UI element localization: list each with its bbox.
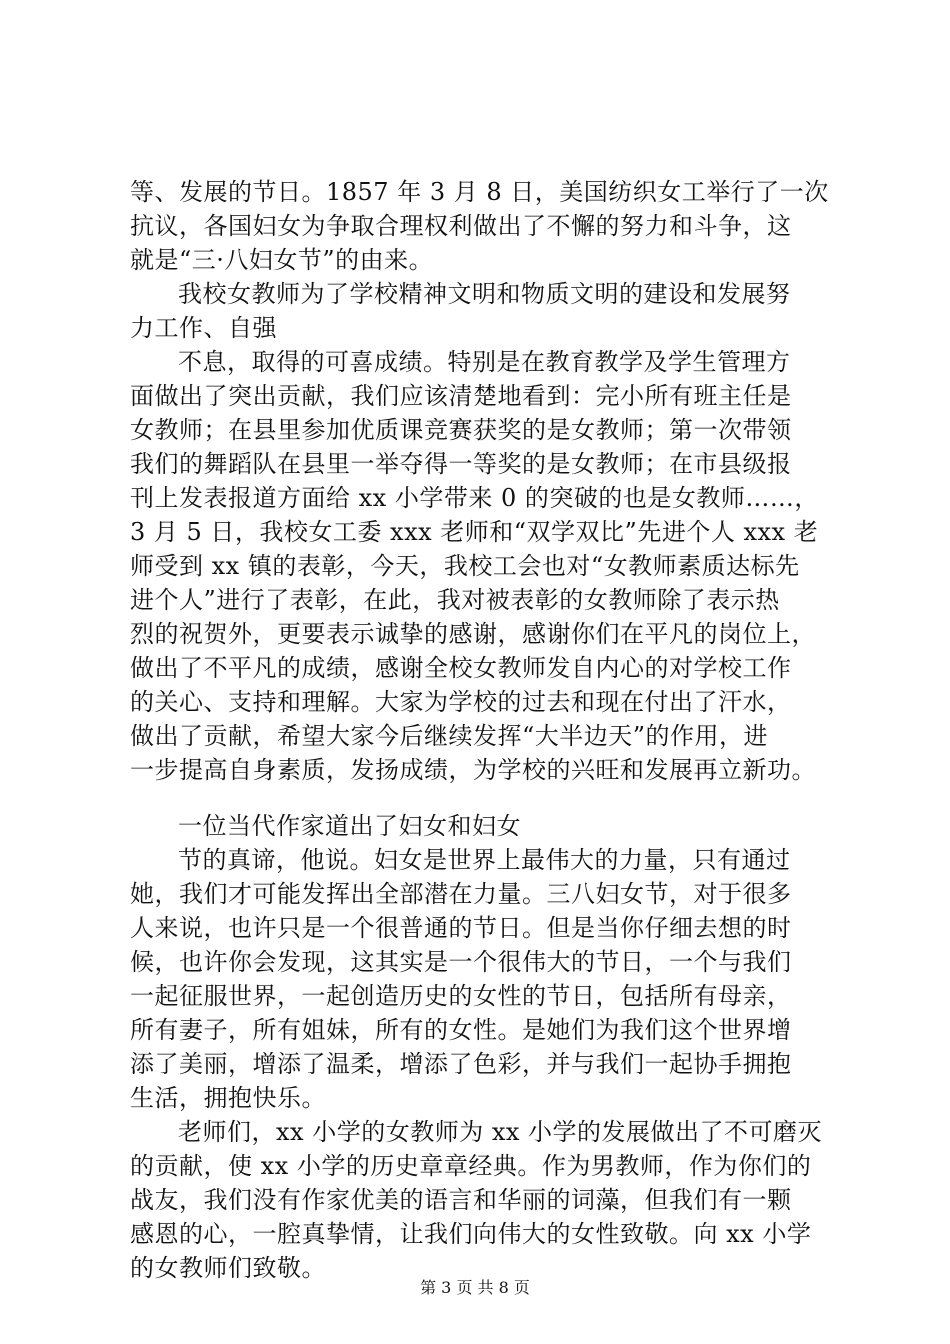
text-line: 添了美丽，增添了温柔，增添了色彩，并与我们一起协手拥抱	[130, 1050, 792, 1078]
text-line: 等、发展的节日。1857 年 3 月 8 日，美国纺织女工举行了一次	[130, 178, 829, 206]
text-line: 力工作、自强	[130, 314, 277, 342]
text-line: 抗议，各国妇女为争取合理权利做出了不懈的努力和斗争，这	[130, 212, 792, 240]
text-line: 的关心、支持和理解。大家为学校的过去和现在付出了汗水，	[130, 688, 792, 716]
text-line: 人来说，也许只是一个很普通的节日。但是当你仔细去想的时	[130, 914, 792, 942]
text-line: 师受到 xx 镇的表彰，今天，我校工会也对“女教师素质达标先	[130, 552, 800, 580]
text-line: 我校女教师为了学校精神文明和物质文明的建设和发展努	[178, 280, 791, 308]
text-line: 做出了贡献，希望大家今后继续发挥“大半边天”的作用，进	[130, 722, 769, 750]
text-line: 生活，拥抱快乐。	[130, 1084, 326, 1112]
text-line: 不息，取得的可喜成绩。特别是在教育教学及学生管理方	[178, 348, 791, 376]
text-line: 一步提高自身素质，发扬成绩，为学校的兴旺和发展再立新功。	[130, 756, 816, 784]
text-line: 就是“三·八妇女节”的由来。	[130, 246, 434, 274]
text-line: 所有妻子，所有姐妹，所有的女性。是她们为我们这个世界增	[130, 1016, 792, 1044]
text-line: 进个人”进行了表彰，在此，我对被表彰的女教师除了表示热	[130, 586, 780, 614]
text-line: 做出了不平凡的成绩，感谢全校女教师发自内心的对学校工作	[130, 654, 792, 682]
text-line: 一起征服世界，一起创造历史的女性的节日，包括所有母亲，	[130, 982, 792, 1010]
text-line: 我们的舞蹈队在县里一举夺得一等奖的是女教师；在市县级报	[130, 450, 792, 478]
page-footer: 第 3 页 共 8 页	[420, 1278, 530, 1297]
text-line: 节的真谛，他说。妇女是世界上最伟大的力量，只有通过	[178, 846, 791, 874]
text-line: 面做出了突出贡献，我们应该清楚地看到：完小所有班主任是	[130, 382, 792, 410]
text-line: 3 月 5 日，我校女工委 xxx 老师和“双学双比”先进个人 xxx 老	[130, 518, 819, 546]
text-line: 她，我们才可能发挥出全部潜在力量。三八妇女节，对于很多	[130, 880, 792, 908]
text-line: 候，也许你会发现，这其实是一个很伟大的节日，一个与我们	[130, 948, 792, 976]
text-line: 战友，我们没有作家优美的语言和华丽的词藻，但我们有一颗	[130, 1186, 792, 1214]
text-line: 一位当代作家道出了妇女和妇女	[178, 812, 521, 840]
text-line: 女教师；在县里参加优质课竞赛获奖的是女教师；第一次带领	[130, 416, 792, 444]
text-line: 感恩的心，一腔真挚情，让我们向伟大的女性致敬。向 xx 小学	[130, 1220, 812, 1248]
text-line: 的贡献，使 xx 小学的历史章章经典。作为男教师，作为你们的	[130, 1152, 812, 1180]
text-line: 老师们，xx 小学的女教师为 xx 小学的发展做出了不可磨灭	[178, 1118, 823, 1146]
text-line: 的女教师们致敬。	[130, 1254, 326, 1282]
text-line: 刊上发表报道方面给 xx 小学带来 0 的突破的也是女教师……，	[130, 484, 819, 512]
text-line: 烈的祝贺外，更要表示诚挚的感谢，感谢你们在平凡的岗位上，	[130, 620, 816, 648]
